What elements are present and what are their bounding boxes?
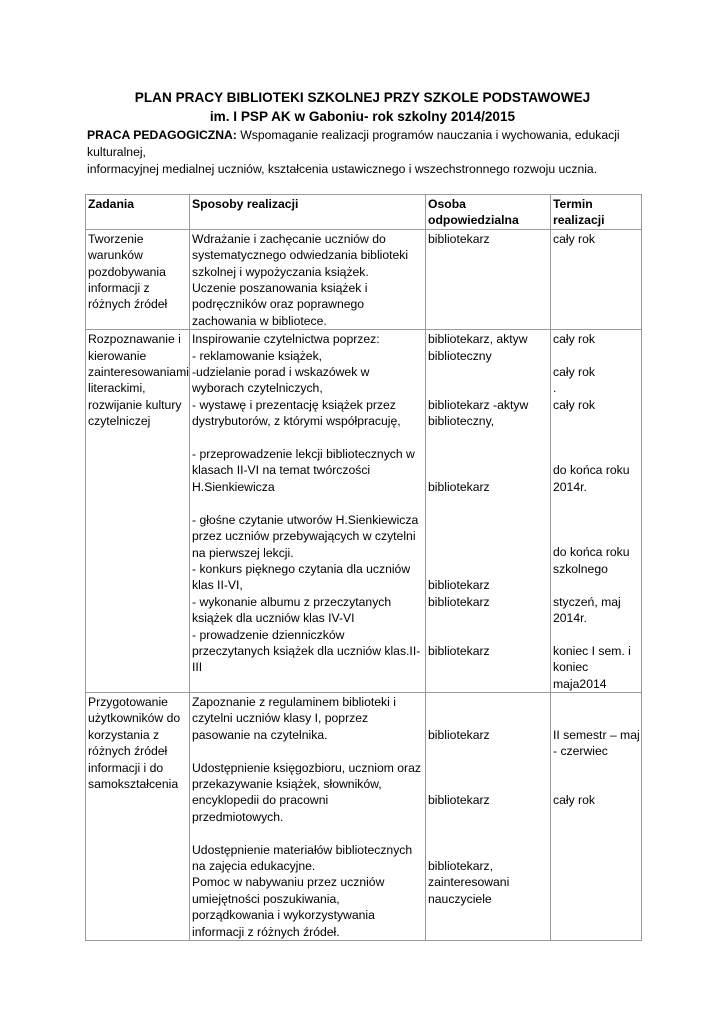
cell-line: - przeprowadzenie lekcji bibliotecznych w (192, 447, 415, 462)
cell-line: porządkowania i wykorzystywania (192, 908, 375, 923)
intro-text-3: informacyjnej medialnej uczniów, kształcenia ustawicznego i wszechstronnego rozwoju ucznia. (87, 162, 598, 176)
cell-line (428, 710, 548, 726)
intro-label: PRACA PEDAGOGICZNA: (87, 128, 237, 142)
cell-line: pozdobywania (88, 264, 166, 279)
cell-line (553, 348, 639, 364)
cell-line: użytkowników do (88, 711, 181, 726)
cell-line (553, 577, 639, 593)
cell-zadania (86, 229, 190, 329)
cell-line: szkolnej i wypożyczania książek. (192, 264, 369, 279)
cell-line: korzystania z (88, 727, 160, 742)
cell-line: bibliotekarz (428, 578, 490, 593)
cell-line: zainteresowani (428, 875, 510, 890)
cell-line (428, 380, 548, 396)
work-plan-table (85, 194, 642, 941)
cell-line (553, 776, 639, 792)
cell-line (428, 462, 548, 478)
cell-line: Zapoznanie z regulaminem biblioteki i (192, 695, 396, 710)
header-termin-line-1: Termin (553, 197, 593, 211)
cell-termin (551, 229, 642, 329)
header-osoba-line-1: Osoba (428, 197, 466, 211)
cell-line: czytelni uczniów klasy I, poprzez (192, 711, 369, 726)
cell-line: Przygotowanie (88, 695, 168, 710)
cell-zadania (86, 330, 190, 693)
cell-line: bibliotekarz (428, 727, 490, 742)
cell-line: - prowadzenie dzienniczków (192, 627, 345, 642)
cell-line: 2014r. (553, 479, 587, 494)
cell-line: samokształcenia (88, 777, 179, 792)
cell-line (553, 528, 639, 544)
cell-line (428, 694, 548, 710)
cell-line: pasowanie na czytelnika. (192, 727, 328, 742)
cell-line (553, 446, 639, 462)
cell-line: różnych źródeł (88, 297, 168, 312)
cell-line: styczeń, maj (553, 594, 621, 609)
cell-line: bibliotekarz (428, 793, 490, 808)
cell-line: II semestr – maj (553, 727, 640, 742)
cell-line (553, 760, 639, 776)
cell-line: na pierwszej lekcji. (192, 545, 294, 560)
cell-line: - wystawę i prezentację książek przez (192, 397, 396, 412)
cell-line: cały rok (553, 397, 595, 412)
cell-line (428, 495, 548, 511)
cell-line: Tworzenie (88, 231, 144, 246)
header-zadania-text: Zadania (88, 197, 135, 211)
header-termin-line-2: realizacji (553, 213, 605, 228)
cell-line: Rozpoznawanie i (88, 332, 181, 347)
cell-line: klas II-VI, (192, 578, 243, 593)
header-sposoby (190, 195, 426, 230)
table-row (86, 229, 642, 329)
cell-line: różnych źródeł (88, 744, 168, 759)
cell-line (192, 825, 423, 841)
cell-line: rozwijanie kultury (88, 397, 182, 412)
cell-line (428, 776, 548, 792)
cell-line (428, 743, 548, 759)
header-osoba (426, 195, 551, 230)
cell-sposoby (190, 229, 426, 329)
cell-line (553, 694, 639, 710)
cell-osoba (426, 229, 551, 329)
cell-line: warunków (88, 248, 143, 263)
cell-line: - czerwiec (553, 744, 608, 759)
cell-line: kierowanie (88, 348, 147, 363)
cell-line: bibliotekarz (428, 231, 490, 246)
cell-line: zainteresowaniami (88, 365, 189, 380)
cell-line: podręczników oraz poprawnego (192, 297, 365, 312)
cell-line: Udostępnienie księgozbioru, uczniom oraz (192, 760, 421, 775)
header-sposoby-text: Sposoby realizacji (192, 197, 299, 211)
cell-line: bibliotekarz, aktyw (428, 332, 528, 347)
cell-line: do końca roku (553, 463, 630, 478)
document-title-line-2: im. I PSP AK w Gaboniu- rok szkolny 2014/2015 (209, 109, 516, 124)
cell-line (428, 544, 548, 560)
cell-line (428, 626, 548, 642)
cell-line (192, 430, 423, 446)
cell-line (428, 430, 548, 446)
cell-line (428, 825, 548, 841)
cell-line: Udostępnienie materiałów bibliotecznych (192, 842, 413, 857)
cell-line: H.Sienkiewicza (192, 479, 275, 494)
cell-line: cały rok (553, 231, 595, 246)
cell-line: Uczenie poszanowania książek i (192, 281, 368, 296)
cell-line: cały rok (553, 793, 595, 808)
cell-line: szkolnego (553, 561, 608, 576)
cell-line: cały rok (553, 365, 595, 380)
cell-line: Pomoc w nabywaniu przez uczniów (192, 875, 385, 890)
cell-sposoby (190, 693, 426, 941)
cell-line: biblioteczny (428, 348, 492, 363)
header-osoba-line-2: odpowiedzialna (428, 213, 519, 228)
cell-termin (551, 330, 642, 693)
cell-line: systematycznego odwiedzania biblioteki (192, 248, 409, 263)
cell-line (428, 512, 548, 528)
cell-line: III (192, 660, 203, 675)
cell-line: przez uczniów przebywających w czytelni (192, 529, 416, 544)
cell-line (553, 512, 639, 528)
cell-line: . (553, 381, 557, 396)
cell-line (428, 561, 548, 577)
cell-sposoby (190, 330, 426, 693)
cell-line: cały rok (553, 332, 595, 347)
cell-line: wyborach czytelniczych, (192, 381, 323, 396)
cell-line (553, 430, 639, 446)
cell-line (553, 626, 639, 642)
cell-zadania (86, 693, 190, 941)
document-title-line-1: PLAN PRACY BIBLIOTEKI SZKOLNEJ PRZY SZKOLE PODSTAWOWEJ (134, 90, 591, 105)
table-row (86, 693, 642, 941)
cell-line (428, 364, 548, 380)
cell-line: 2014r. (553, 611, 587, 626)
cell-line: - konkurs pięknego czytania dla uczniów (192, 561, 411, 576)
cell-line (428, 446, 548, 462)
cell-line: - głośne czytanie utworów H.Sienkiewicza (192, 512, 419, 527)
cell-line: przekazywanie książek, słowników, (192, 777, 382, 792)
cell-line: Wdrażanie i zachęcanie uczniów do (192, 231, 386, 246)
intro-text-2: kulturalnej, (87, 145, 146, 159)
cell-line: przedmiotowych. (192, 809, 284, 824)
cell-line: informacji z (88, 281, 150, 296)
cell-line: przeczytanych książek dla uczniów klas.II- (192, 643, 421, 658)
intro-text-1: Wspomaganie realizacji programów nauczania i wychowania, edukacji (236, 128, 620, 142)
cell-line: bibliotekarz, (428, 858, 494, 873)
intro-paragraph (87, 127, 647, 178)
cell-line: umiejętności poszukiwania, (192, 891, 340, 906)
cell-line: nauczyciele (428, 891, 492, 906)
header-zadania (86, 195, 190, 230)
cell-line (428, 842, 548, 858)
cell-line: koniec (553, 660, 589, 675)
cell-line: klasach II-VI na temat twórczości (192, 463, 371, 478)
cell-line: encyklopedii do pracowni (192, 793, 329, 808)
cell-line: książek dla uczniów klas IV-VI (192, 611, 355, 626)
cell-line: czytelniczej (88, 414, 151, 429)
header-termin (551, 195, 642, 230)
cell-line: dystrybutorów, z którymi współpracuję, (192, 414, 401, 429)
cell-line: informacji i do (88, 760, 164, 775)
cell-line (553, 495, 639, 511)
cell-line (428, 528, 548, 544)
cell-termin (551, 693, 642, 941)
cell-line (428, 809, 548, 825)
cell-line: biblioteczny, (428, 414, 495, 429)
cell-line: na zajęcia edukacyjne. (192, 859, 316, 874)
cell-line: - reklamowanie książek, (192, 348, 323, 363)
cell-line (428, 760, 548, 776)
cell-line (192, 743, 423, 759)
cell-line: zachowania w bibliotece. (192, 313, 327, 328)
cell-line (553, 413, 639, 429)
cell-osoba (426, 693, 551, 941)
cell-line: bibliotekarz (428, 643, 490, 658)
cell-line: - wykonanie albumu z przeczytanych (192, 594, 392, 609)
cell-line: literackimi, (88, 381, 146, 396)
cell-line (192, 495, 423, 511)
cell-osoba (426, 330, 551, 693)
cell-line: -udzielanie porad i wskazówek w (192, 365, 370, 380)
cell-line: bibliotekarz (428, 479, 490, 494)
table-header-row (86, 195, 642, 230)
cell-line: Inspirowanie czytelnictwa poprzez: (192, 332, 380, 347)
cell-line: bibliotekarz (428, 594, 490, 609)
cell-line (553, 710, 639, 726)
table-row (86, 330, 642, 693)
cell-line (428, 610, 548, 626)
cell-line: bibliotekarz -aktyw (428, 397, 529, 412)
cell-line: do końca roku (553, 545, 630, 560)
cell-line: koniec I sem. i (553, 643, 631, 658)
cell-line: informacji z różnych źródeł. (192, 924, 340, 939)
cell-line: maja2014 (553, 676, 607, 691)
